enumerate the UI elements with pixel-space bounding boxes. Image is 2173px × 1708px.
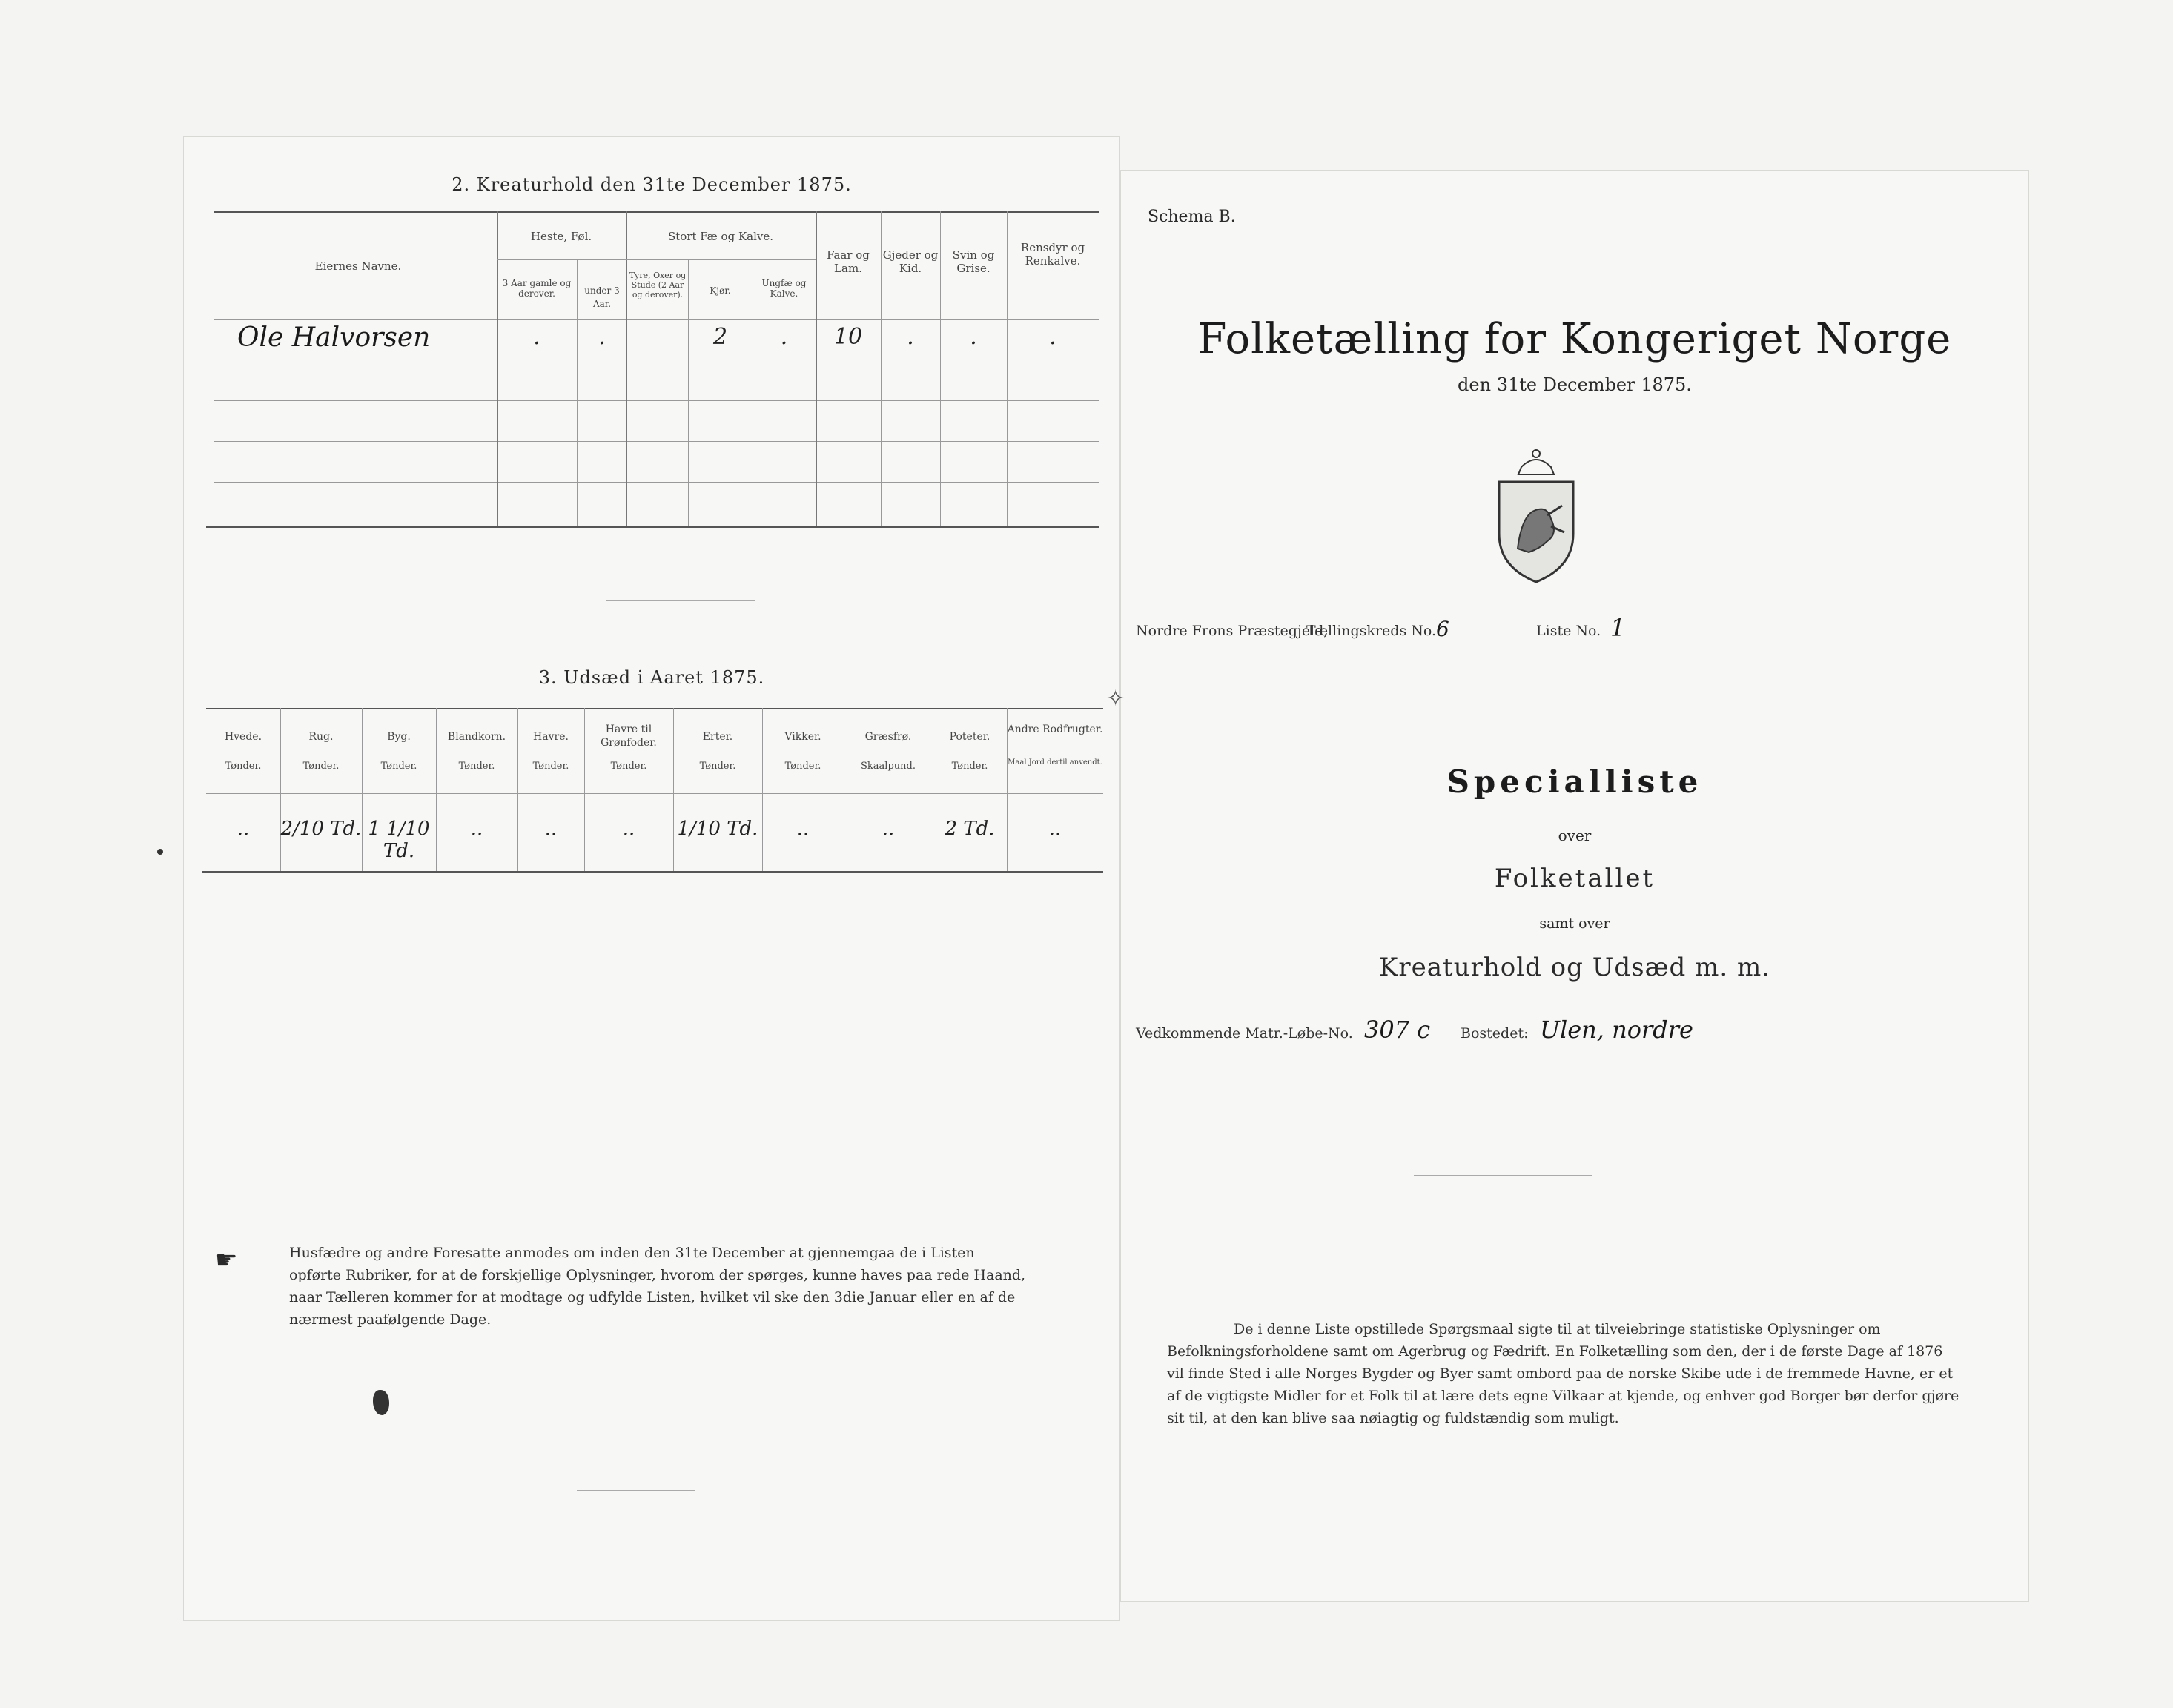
s3-cell-5: .. [622,818,635,840]
folketallet-text: Folketallet [1494,864,1656,893]
sub-heste-b: under 3 Aar. [584,285,620,309]
s3-cell-10: .. [1048,818,1062,840]
sub-heste-a: 3 Aar gamle og derover. [502,278,572,299]
s3-cell-7: .. [796,818,810,840]
sub-stort-b: Kjør. [710,285,731,296]
specialliste-title: Specialliste [1446,764,1703,800]
s3-col-1-unit: Tønder. [302,761,340,772]
s3-col-6-title: Erter. [702,731,733,743]
left-page [184,137,1119,1620]
s3-col-10-title: Andre Rodfrugter. [1007,724,1103,735]
s3-cell-4: .. [544,818,558,840]
s3-col-10-unit: Maal Jord dertil anvendt. [1008,758,1102,767]
section3-title: 3. Udsæd i Aaret 1875. [538,667,765,688]
cell-heste-b: . [598,324,606,350]
cell-gjeder: . [907,324,914,350]
s3-col-9-unit: Tønder. [951,761,988,772]
sub-stort-a: Tyre, Oxer og Stude (2 Aar og derover). [629,271,687,299]
s3-col-8-unit: Skaalpund. [861,761,916,772]
s3-col-5-title: Havre til Grønfoder. [601,724,657,749]
s3-cell-0: .. [237,818,250,840]
table3-header-rule [206,793,1103,794]
col-heste: Heste, Føl. [530,230,592,243]
over-text-1: over [1558,827,1592,844]
coat-of-arms-icon [1477,437,1595,586]
section2-title: 2. Kreaturhold den 31te December 1875. [452,174,852,195]
schema-label: Schema B. [1148,208,1236,226]
table3-top-rule [206,708,1103,709]
cell-svin: . [970,324,977,350]
explanation-paragraph: De i denne Liste opstillede Spørgsmaal sigte til at tilveiebringe statistiske Oplysninger om Befolkningsforholdene samt om Agerbrug og Fædrift. En Folketælling som den, der i de første Dage af 1876 vil finde Sted i alle Norges Bygder og Byer samt ombord paa de norske Skibe ude i de fremmede Havne, er et af de vigtigste Midler for et Folk til at lære dets egne Vilkaar at kjende, og enhver god Borger bør derfor gjøre sit til, at den kan blive saa nøiagtig og fuldstændig som muligt. [1167,1321,1959,1426]
s3-col-4-title: Havre. [533,731,569,743]
s3-cell-2: 1 1/10 Td. [368,818,430,862]
parish-label: Nordre Frons Præstegjeld, [1136,623,1329,639]
s3-cell-6: 1/10 Td. [677,818,758,840]
footnote-text: Husfædre og andre Foresatte anmodes om inden den 31te December at gjennemgaa de i Listen opførte Rubriker, for at de forskjellige Oplysninger, hvorom der spørges, kunne haves paa rede Haand, naar Tælleren kommer for at modtage og udfylde Listen, hvilket vil ske den 3die Januar eller en af de nærmest paafølgende Dage. [289,1245,1026,1328]
s3-col-6-unit: Tønder. [699,761,736,772]
s3-col-3-unit: Tønder. [458,761,495,772]
matr-label: Vedkommende Matr.-Løbe-No. [1136,1025,1353,1042]
s3-col-0-title: Hvede. [224,731,262,743]
s3-col-3-title: Blandkorn. [447,731,506,743]
s3-cell-9: 2 Td. [945,818,995,840]
right-page [1121,171,2028,1601]
cell-faar: 10 [833,324,863,350]
s3-col-8-title: Græsfrø. [864,731,912,743]
left-edge-mark: ✧ [1106,686,1125,712]
sub-stort-c: Ungfæ og Kalve. [761,278,807,299]
pointing-hand-icon: ☛ [215,1245,238,1275]
owner-name: Ole Halvorsen [237,322,431,353]
s3-cell-1: 2/10 Td. [280,818,362,840]
cell-kjor: 2 [712,324,728,350]
table3-bottom-rule [202,871,1103,873]
s3-col-7-title: Vikker. [784,731,821,743]
s3-col-9-title: Poteter. [949,731,990,743]
krets-label: Tællingskreds No. [1306,623,1436,639]
bosted-value: Ulen, nordre [1540,1016,1693,1044]
kreaturhold-text: Kreaturhold og Udsæd m. m. [1378,953,1770,982]
s3-cell-8: .. [882,818,895,840]
col-rensdyr: Rensdyr og Renkalve. [1020,241,1085,268]
table2-top-rule [214,211,1099,213]
col-gjeder: Gjeder og Kid. [882,248,939,275]
col-svin: Svin og Grise. [952,248,995,275]
liste-label: Liste No. [1536,623,1601,639]
cell-heste-a: . [533,324,540,350]
s3-cell-3: .. [470,818,483,840]
census-date: den 31te December 1875. [1458,374,1692,395]
table2-bottom-rule [206,526,1099,528]
s3-col-2-title: Byg. [387,731,411,743]
table2-header-rule [214,319,1099,320]
s3-col-5-unit: Tønder. [610,761,647,772]
krets-value: 6 [1436,617,1449,641]
census-title: Folketælling for Kongeriget Norge [1197,315,1952,363]
s3-col-0-unit: Tønder. [225,761,262,772]
col-stort: Stort Fæ og Kalve. [667,230,774,243]
col-faar: Faar og Lam. [827,248,870,275]
samt-over-text: samt over [1539,916,1610,932]
bosted-label: Bostedet: [1461,1025,1529,1042]
cell-ungfae: . [780,324,788,350]
matr-value: 307 c [1364,1016,1431,1044]
col-owner: Eiernes Navne. [314,259,402,273]
s3-col-2-unit: Tønder. [380,761,417,772]
cell-rensdyr: . [1049,324,1056,350]
s3-col-1-title: Rug. [308,731,334,743]
s3-col-4-unit: Tønder. [532,761,569,772]
liste-value: 1 [1610,614,1626,642]
s3-col-7-unit: Tønder. [784,761,821,772]
